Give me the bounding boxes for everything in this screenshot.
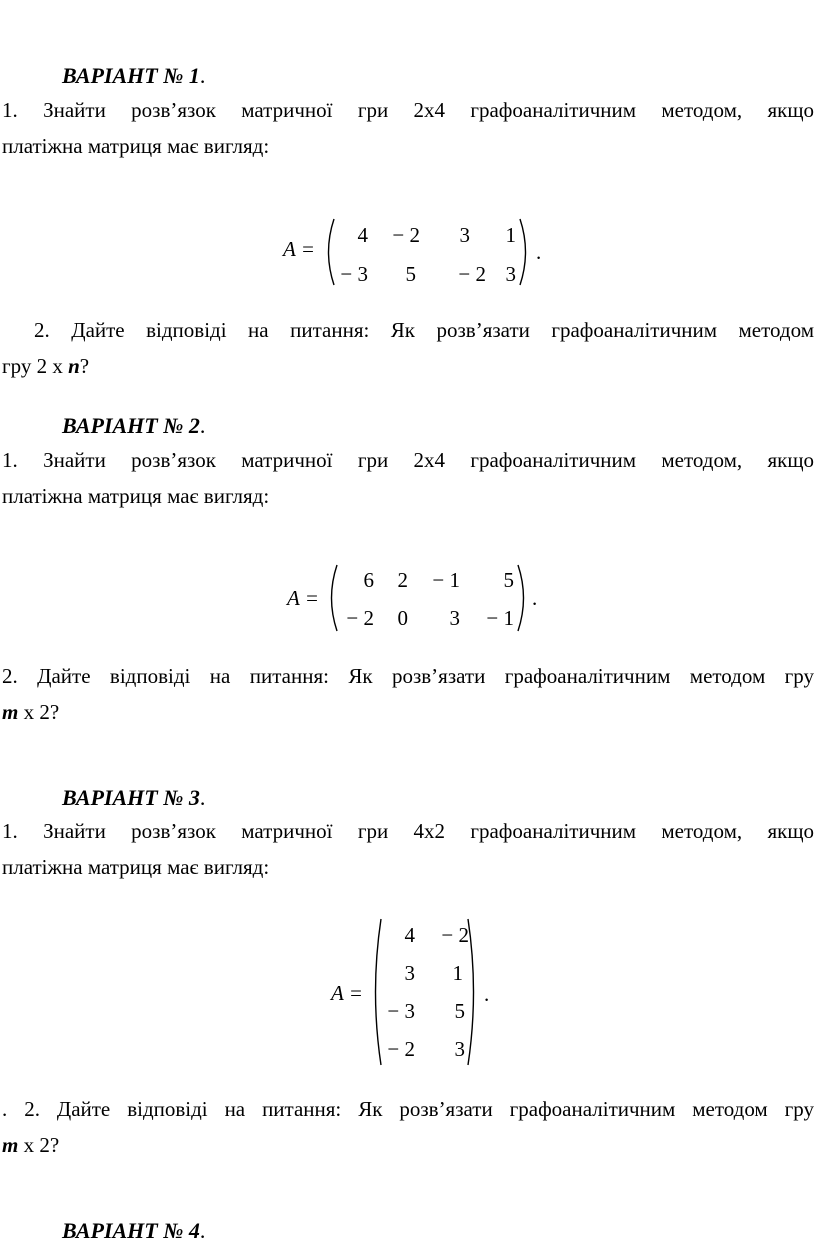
matrix-cell: 3 (459, 223, 470, 247)
variant-4-heading: ВАРІАНТ № 4. (62, 1218, 206, 1243)
matrix-cell: 4 (404, 923, 415, 947)
variant-1-question-1-line-1: 1. Знайти розв’язок матричної гри 2х4 графоаналітичним методом, якщо (2, 98, 814, 122)
matrix-cell: 1 (505, 223, 516, 247)
variant-3-question-2-line-1: . 2. Дайте відповіді на питання: Як розв’язати графоаналітичним методом гру (2, 1097, 814, 1121)
matrix-cell: 1 (452, 961, 463, 985)
right-parenthesis (516, 564, 530, 632)
variant-2-question-1-line-1: 1. Знайти розв’язок матричної гри 2х4 графоаналітичним методом, якщо (2, 448, 814, 472)
variant-3-question-1-line-2: платіжна матриця має вигляд: (2, 855, 270, 879)
matrix-period: . (484, 982, 490, 1006)
variant-1-question-2-line-1: 2. Дайте відповіді на питання: Як розв’язати графоаналітичним методом (34, 318, 814, 342)
matrix-cell: − 2 (346, 606, 374, 630)
matrix-period: . (532, 586, 538, 610)
matrix-cell: 4 (357, 223, 368, 247)
variant-3-heading: ВАРІАНТ № 3. (62, 785, 206, 810)
right-parenthesis (518, 218, 532, 286)
matrix-cell: 5 (405, 262, 416, 286)
matrix-label: A = (287, 586, 319, 610)
variant-2-heading: ВАРІАНТ № 2. (62, 413, 206, 438)
right-parenthesis (466, 918, 480, 1066)
matrix-cell: − 1 (432, 568, 460, 592)
matrix-cell: 5 (503, 568, 514, 592)
variant-3-question-1-line-1: 1. Знайти розв’язок матричної гри 4х2 графоаналітичним методом, якщо (2, 819, 814, 843)
matrix-cell: 5 (454, 999, 465, 1023)
matrix-cell: 3 (505, 262, 516, 286)
matrix-cell: − 1 (486, 606, 514, 630)
matrix-cell: 3 (454, 1037, 465, 1061)
variant-1-question-2-line-2: гру 2 х n? (2, 354, 90, 378)
matrix-cell: 3 (404, 961, 415, 985)
matrix-cell: − 2 (458, 262, 486, 286)
matrix-cell: 2 (397, 568, 408, 592)
matrix-cell: − 3 (387, 999, 415, 1023)
variant-3-question-2-line-2: m х 2? (2, 1133, 60, 1157)
variant-2-question-2-line-1: 2. Дайте відповіді на питання: Як розв’язати графоаналітичним методом гру (2, 664, 814, 688)
matrix-cell: − 2 (387, 1037, 415, 1061)
variant-1-heading: ВАРІАНТ № 1. (62, 63, 206, 88)
variant-1-question-1-line-2: платіжна матриця має вигляд: (2, 134, 270, 158)
variant-2-question-2-line-2: m х 2? (2, 700, 60, 724)
matrix-cell: 6 (363, 568, 374, 592)
matrix-label: A = (283, 237, 315, 261)
matrix-period: . (536, 240, 542, 264)
matrix-cell: 3 (449, 606, 460, 630)
matrix-cell: − 2 (392, 223, 420, 247)
matrix-cell: − 2 (441, 923, 469, 947)
variant-2-question-1-line-2: платіжна матриця має вигляд: (2, 484, 270, 508)
matrix-cell: − 3 (340, 262, 368, 286)
matrix-cell: 0 (397, 606, 408, 630)
matrix-label: A = (331, 981, 363, 1005)
